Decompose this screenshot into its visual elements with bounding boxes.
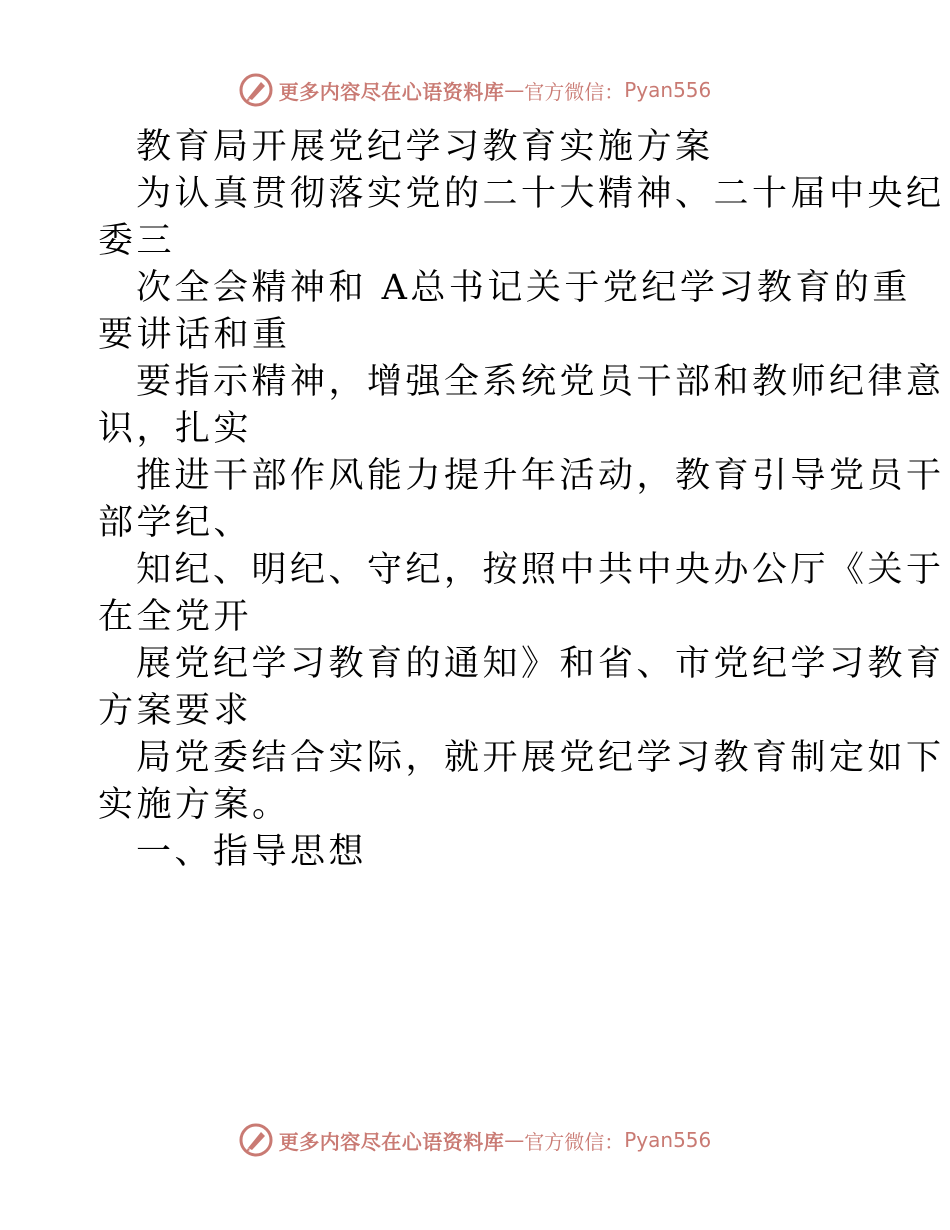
document-line: 委三 xyxy=(98,221,176,261)
document-line: 实施方案。 xyxy=(98,785,291,825)
pen-logo-icon xyxy=(239,73,273,107)
banner-dash: — xyxy=(504,78,525,102)
document-line: 在全党开 xyxy=(98,597,253,637)
document-line: 方案要求 xyxy=(98,691,253,731)
document-line: 展党纪学习教育的通知》和省、市党纪学习教育 xyxy=(136,644,945,684)
document-line: 为认真贯彻落实党的二十大精神、二十届中央纪 xyxy=(136,174,945,214)
header-banner-inner xyxy=(239,73,712,107)
document-line: 部学纪、 xyxy=(98,503,253,543)
document-line: 推进干部作风能力提升年活动，教育引导党员干 xyxy=(136,456,945,496)
banner-wechat-handle: Pyan556 xyxy=(624,1128,712,1152)
banner-slogan: 更多内容尽在心语资料库 xyxy=(278,79,505,104)
document-line: 要讲话和重 xyxy=(98,315,291,355)
document-line: 识，扎实 xyxy=(98,409,253,449)
banner-slogan: 更多内容尽在心语资料库 xyxy=(278,1129,505,1154)
banner-dash: — xyxy=(504,1128,525,1152)
footer-banner xyxy=(0,1120,950,1160)
document-line: 局党委结合实际，就开展党纪学习教育制定如下 xyxy=(136,738,945,778)
document-line: 教育局开展党纪学习教育实施方案 xyxy=(136,127,714,167)
document-line: 一、指导思想 xyxy=(136,832,368,872)
header-banner xyxy=(0,70,950,110)
banner-wechat-label: 官方微信： xyxy=(524,79,625,104)
pen-logo-icon xyxy=(239,1123,273,1157)
document-body xyxy=(98,124,945,876)
document-line: 知纪、明纪、守纪，按照中共中央办公厅《关于 xyxy=(136,550,945,590)
footer-banner-inner xyxy=(239,1123,712,1157)
document-line: 次全会精神和 A总书记关于党纪学习教育的重 xyxy=(136,268,911,308)
banner-wechat-handle: Pyan556 xyxy=(624,78,712,102)
document-line: 要指示精神，增强全系统党员干部和教师纪律意 xyxy=(136,362,945,402)
banner-wechat-label: 官方微信： xyxy=(524,1129,625,1154)
